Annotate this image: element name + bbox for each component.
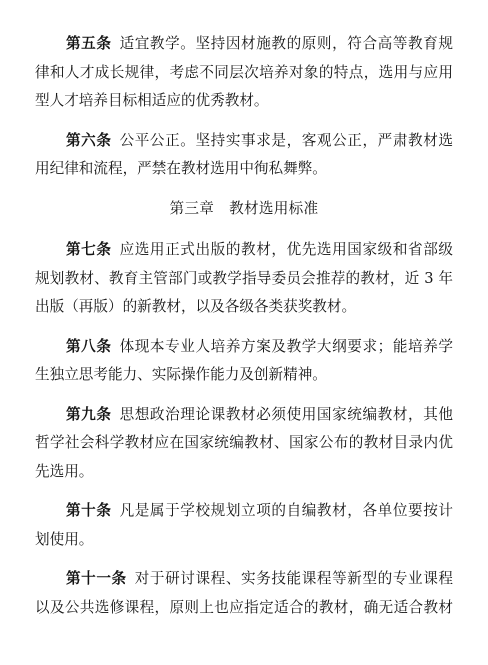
article-label: 第六条 [66,131,112,149]
article-text: 应选用正式出版的教材，优先选用国家级和省部级 [119,241,453,258]
article-10 [35,497,453,554]
article-9 [35,401,453,487]
article-label: 第十一条 [66,570,127,587]
article-line [35,127,453,156]
article-text: 对于研讨课程、实务技能课程等新型的专业课程 [134,570,453,587]
article-line: 规划教材、教育主管部门或教学指导委员会推荐的教材，近 3 年 [35,269,453,287]
article-line [35,236,453,265]
article-line: 以及公共选修课程，原则上也应指定适合的教材，确无适合教材 [35,598,453,616]
article-label: 第七条 [66,241,112,258]
article-line [35,401,453,430]
article-label: 第九条 [66,405,112,423]
article-line: 型人才培养目标相适应的优秀教材。 [35,92,269,109]
article-line: 先选用。 [35,462,94,480]
article-line [35,565,453,594]
article-6 [35,127,453,184]
article-line [35,333,453,362]
article-line: 用纪律和流程，严禁在教材选用中徇私舞弊。 [35,160,327,177]
chapter-heading: 第三章 教材选用标准 [169,199,319,217]
article-label: 第八条 [66,337,112,355]
article-line: 律和人才成长规律，考虑不同层次培养对象的特点，选用与应用 [35,63,453,81]
article-label: 第十条 [66,502,112,519]
article-label: 第五条 [66,35,112,52]
article-7 [35,236,453,322]
article-5 [35,30,453,116]
article-line: 划使用。 [35,530,94,548]
article-line [35,497,453,526]
article-text: 公平公正。坚持实事求是，客观公正，严肃教材选 [119,131,453,149]
article-8 [35,333,453,390]
article-line: 出版（再版）的新教材，以及各级各类获奖教材。 [35,298,357,315]
article-text: 凡是属于学校规划立项的自编教材，各单位要按计 [119,502,453,519]
article-line: 哲学社会科学教材应在国家统编教材、国家公布的教材目录内优 [35,434,453,451]
article-line [35,30,453,59]
article-text: 体现本专业人培养方案及教学大纲要求；能培养学 [119,337,453,355]
article-text: 思想政治理论课教材必须使用国家统编教材，其他 [119,405,453,423]
article-text: 适宜教学。坚持因材施教的原则，符合高等教育规 [119,35,453,52]
article-11 [35,565,453,622]
article-line: 生独立思考能力、实际操作能力及创新精神。 [35,366,327,383]
